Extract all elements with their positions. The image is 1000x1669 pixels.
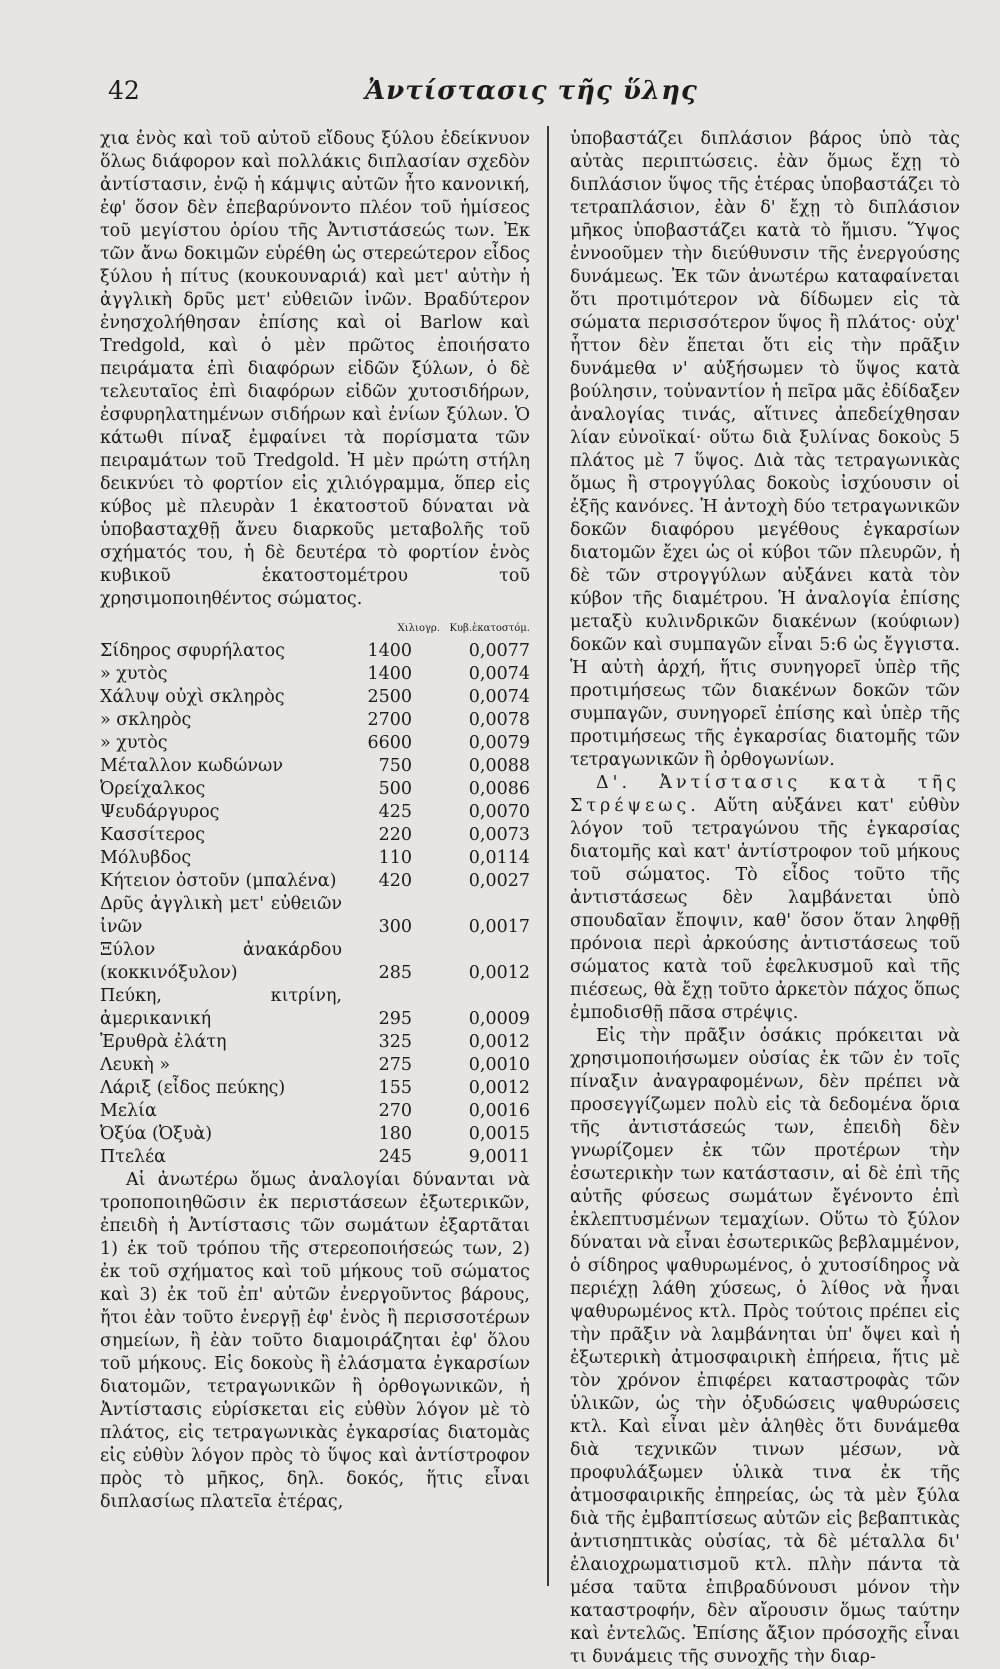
cell-cubic: 0,0077 bbox=[468, 641, 530, 661]
cell-kg: 295 bbox=[378, 1009, 412, 1029]
cell-material: » χυτὸς bbox=[100, 664, 168, 684]
table-row bbox=[100, 1146, 530, 1169]
table-row bbox=[100, 1054, 530, 1077]
table-header-row bbox=[100, 617, 530, 640]
cell-material: Λάριξ (εἶδος πεύκης) bbox=[100, 1078, 286, 1098]
table-row bbox=[100, 1031, 530, 1054]
cell-cubic: 0,0073 bbox=[468, 825, 530, 845]
cell-material: Πεύκη, κιτρίνη, ἀμερικανική bbox=[100, 986, 342, 1029]
cell-kg: 220 bbox=[378, 825, 412, 845]
table-row bbox=[100, 939, 530, 985]
cell-material: Μελία bbox=[100, 1101, 157, 1121]
cell-material: Λευκὴ » bbox=[100, 1055, 171, 1075]
cell-kg: 6600 bbox=[367, 733, 412, 753]
cell-material: Χάλυψ οὐχὶ σκληρὸς bbox=[100, 687, 285, 707]
cell-material: Μόλυβδος bbox=[100, 848, 192, 868]
cell-material: Ξύλον ἀνακάρδου (κοκκινόξυλον) bbox=[100, 940, 342, 983]
cell-kg: 275 bbox=[378, 1055, 412, 1075]
strength-table bbox=[100, 617, 530, 1169]
cell-material: Ἐρυθρὰ ἐλάτη bbox=[100, 1032, 227, 1052]
cell-kg: 325 bbox=[378, 1032, 412, 1052]
cell-cubic: 0,0012 bbox=[468, 1032, 530, 1052]
cell-cubic: 0,0012 bbox=[468, 963, 530, 983]
cell-cubic: 0,0027 bbox=[468, 871, 530, 891]
cell-kg: 285 bbox=[378, 963, 412, 983]
cell-cubic: 0,0114 bbox=[468, 848, 530, 868]
cell-kg: 245 bbox=[378, 1147, 412, 1167]
cell-kg: 180 bbox=[378, 1124, 412, 1144]
page-number: 42 bbox=[108, 76, 140, 105]
cell-cubic: 0,0078 bbox=[468, 710, 530, 730]
table-row bbox=[100, 1077, 530, 1100]
table-row bbox=[100, 778, 530, 801]
section-heading: Δ'. Ἀντίστασις κατὰ τῆς Στρέψεως. bbox=[570, 773, 960, 816]
cell-kg: 2500 bbox=[367, 687, 412, 707]
cell-material: » σκληρὸς bbox=[100, 710, 192, 730]
cell-cubic: 0,0088 bbox=[468, 756, 530, 776]
cell-kg: 2700 bbox=[367, 710, 412, 730]
column-divider bbox=[547, 126, 549, 1586]
table-row bbox=[100, 824, 530, 847]
cell-cubic: 9,0011 bbox=[468, 1147, 530, 1167]
table-row bbox=[100, 686, 530, 709]
table-row bbox=[100, 1100, 530, 1123]
cell-cubic: 0,0009 bbox=[468, 1009, 530, 1029]
cell-cubic: 0,0086 bbox=[468, 779, 530, 799]
cell-material: Κασσίτερος bbox=[100, 825, 206, 845]
left-paragraph-2: Αἱ ἀνωτέρω ὅμως ἀναλογίαι δύνανται νὰ τροποποιηθῶσιν ἐκ περιστάσεων ἐξωτερικῶν, ἐπειδὴ ἡ Ἀντίστασις τῶν σωμάτων ἐξαρτᾶται 1) ἐκ τοῦ τρόπου τῆς στερεοποιήσεώς των, 2) ἐκ τοῦ σχήματος καὶ τοῦ μήκους τοῦ σώματος καὶ 3) ἐκ τοῦ ἐπ' αὐτῶν ἐνεργοῦντος βάρους, ἤτοι ἐὰν τοῦτο ἐνεργῇ ἐφ' ἑνὸς ἢ περισσοτέρων σημείων, ἢ ἐὰν τοῦτο διαμοιράζηται ἐφ' ὅλου τοῦ μήκους. Εἰς δοκοὺς ἢ ἐλάσματα ἐγκαρσίων διατομῶν, τετραγωνικῶν ἢ ὀρθογωνικῶν, ἡ Ἀντίστασις εὑρίσκεται εἰς εὐθὺν λόγον μὲ τὸ πλάτος, εἰς τετραγωνικὰς ἐγκαρσίας διατομὰς εἰς εὐθὺν λόγον πρὸς τὸ ὕψος καὶ ἀντίστροφον πρὸς τὸ μῆκος, δηλ. δοκός, ἥτις εἶναι διπλασίως πλατεῖα ἑτέρας, bbox=[100, 1170, 530, 1512]
right-paragraph-1: ὑποβαστάζει διπλάσιον βάρος ὑπὸ τὰς αὐτὰς περιπτώσεις. ἐὰν ὅμως ἔχῃ τὸ διπλάσιον ὕψος τῆς ἑτέρας ὑποβαστάζει τὸ τετραπλάσιον, ἐὰν δ' ἔχῃ τὸ διπλάσιον μῆκος ὑποβαστάζει κατὰ τὸ ἥμισυ. Ὕψος ἐννοοῦμεν τὴν διεύθυνσιν τῆς ἐνεργούσης δυνάμεως. Ἐκ τῶν ἀνωτέρω καταφαίνεται ὅτι προτιμότερον νὰ δίδωμεν εἰς τὰ σώματα περισσότερον ὕψος ἢ πλάτος· οὐχ' ἧττον δὲν ἕπεται ὅτι εἰς τὴν πρᾶξιν δυνάμεθα ν' αὐξήσωμεν τὸ ὕψος κατὰ βούλησιν, τοὐναντίον ἡ πεῖρα μᾶς ἐδίδαξεν ἀναλογίας τινάς, αἵτινες ἀπεδείχθησαν λίαν εὐνοϊκαί· οὕτω διὰ ξυλίνας δοκοὺς 5 πλάτος μὲ 7 ὕψος. Διὰ τὰς τετραγωνικὰς ὅμως ἢ στρογγύλας δοκοὺς ἰσχύουσιν οἱ ἐξῆς κανόνες. Ἡ ἀντοχὴ δύο τετραγωνικῶν δοκῶν διαφόρου μεγέθους ἐγκαρσίων διατομῶν ἔχει ὡς οἱ κύβοι τῶν πλευρῶν, ἡ δὲ τῶν στρογγύλων αὐξάνει κατὰ τὸν κύβον τῆς διαμέτρου. Ἡ ἀναλογία ἐπίσης μεταξὺ κυλινδρικῶν διακένων (κούφιων) δοκῶν καὶ συμπαγῶν εἶναι 5:6 ὡς ἔγγιστα. Ἡ αὐτὴ ἀρχή, ἥτις συνηγορεῖ ὑπὲρ τῆς προτιμήσεως τῶν διακένων δοκῶν τῶν συμπαγῶν, συνηγορεῖ ἐπίσης καὶ ὑπὲρ τῆς προτιμήσεως τῆς ἐγκαρσίας διατομῆς τῶν τετραγωνικῶν ἢ ὀρθογωνίων. bbox=[570, 129, 960, 770]
table-row bbox=[100, 663, 530, 686]
table-header-cubic: Κυβ.ἑκατοστόμ. bbox=[449, 623, 530, 634]
cell-cubic: 0,0015 bbox=[468, 1124, 530, 1144]
cell-kg: 500 bbox=[378, 779, 412, 799]
table-header-kg: Χιλιογρ. bbox=[397, 623, 440, 634]
torsion-section bbox=[570, 772, 960, 1025]
cell-material: Κήτειον ὀστοῦν (μπαλένα) bbox=[100, 871, 337, 891]
table-row bbox=[100, 1123, 530, 1146]
cell-cubic: 0,0074 bbox=[468, 664, 530, 684]
left-paragraph-1: χια ἑνὸς καὶ τοῦ αὐτοῦ εἴδους ξύλου ἐδείκνυον ὅλως διάφορον καὶ πολλάκις διπλασίαν σχεδὸν ἀντίστασιν, ἐνῷ ἡ κάμψις αὐτῶν ἦτο κανονική, ἐφ' ὅσον δὲν ἐπεβαρύνοντο πλέον τοῦ ἡμίσεος τοῦ μεγίστου ὁρίου τῆς Ἀντιστάσεώς των. Ἐκ τῶν ἄνω δοκιμῶν εὑρέθη ὡς στερεώτερον εἶδος ξύλου ἡ πίτυς (κουκουναριά) καὶ μετ' αὐτὴν ἡ ἀγγλικὴ δρῦς μετ' εὐθειῶν ἰνῶν. Βραδύτερον ἐνησχολήθησαν ἐπίσης καὶ οἱ Barlow καὶ Tredgold, καὶ ὁ μὲν πρῶτος ἐποιήσατο πειράματα ἐπὶ διαφόρων εἰδῶν ξύλων, ὁ δὲ τελευταῖος ἐπὶ διαφόρων εἰδῶν χυτοσιδήρων, ἐσφυρηλατημένων σιδήρων καὶ ἐνίων ξύλων. Ὁ κάτωθι πίναξ ἐμφαίνει τὰ πορίσματα τῶν πειραμάτων τοῦ Tredgold. Ἡ μὲν πρώτη στήλη δεικνύει τὸ φορτίον εἰς χιλιόγραμμα, ὅπερ εἰς κύβος μὲ πλευρὰν 1 ἑκατοστοῦ δύναται νὰ ὑποβασταχθῇ ἄνευ διαρκοῦς μεταβολῆς τοῦ σχήματός του, ἡ δὲ δευτέρα τὸ φορτίον ἑνὸς κυβικοῦ ἑκατοστομέτρου τοῦ χρησιμοποιηθέντος σώματος. bbox=[100, 129, 530, 609]
cell-cubic: 0,0079 bbox=[468, 733, 530, 753]
table-row bbox=[100, 640, 530, 663]
table-row bbox=[100, 732, 530, 755]
table-body bbox=[100, 640, 530, 1169]
cell-material: Ὀξύα (Ὀξυὰ) bbox=[100, 1124, 213, 1144]
cell-material: » χυτὸς bbox=[100, 733, 168, 753]
cell-kg: 270 bbox=[378, 1101, 412, 1121]
cell-material: Δρῦς ἀγγλικὴ μετ' εὐθειῶν ἰνῶν bbox=[100, 894, 342, 937]
cell-cubic: 0,0010 bbox=[468, 1055, 530, 1075]
cell-cubic: 0,0012 bbox=[468, 1078, 530, 1098]
cell-kg: 300 bbox=[378, 917, 412, 937]
running-title: Ἀντίστασις τῆς ὕλης bbox=[365, 76, 698, 106]
cell-cubic: 0,0074 bbox=[468, 687, 530, 707]
cell-material: Πτελέα bbox=[100, 1147, 166, 1167]
table-header-material bbox=[100, 617, 342, 640]
right-column bbox=[570, 128, 960, 1669]
cell-cubic: 0,0070 bbox=[468, 802, 530, 822]
cell-kg: 1400 bbox=[367, 664, 412, 684]
right-paragraph-3: Εἰς τὴν πρᾶξιν ὁσάκις πρόκειται νὰ χρησιμοποιήσωμεν οὐσίας ἐκ τῶν ἐν τοῖς πίναξιν ἀναγραφομένων, δὲν πρέπει νὰ προσεγγίζωμεν πολὺ εἰς τὰ δεδομένα ὅρια τῆς ἀντιστάσεώς των, ἐπειδὴ δὲν γνωρίζομεν ἐκ τῶν προτέρων τὴν ἐσωτερικὴν των κατάστασιν, αἱ δὲ ἐπὶ τῆς αὐτῆς φύσεως σωμάτων ἔγένοντο ἐπὶ ἐκλεπτυσμένων τεμαχίων. Οὕτω τὸ ξύλον δύναται νὰ εἶναι ἐσωτερικῶς βεβλαμμένον, ὁ σίδηρος ψαθυρωμένος, ὁ χυτοσίδηρος νὰ περιέχῃ λάθη χύσεως, ὁ λίθος νὰ ἦναι ψαθυρωμένος κτλ. Πρὸς τούτοις πρέπει εἰς τὴν πρᾶξιν νὰ λαμβάνηται ὑπ' ὄψει καὶ ἡ ἐξωτερικὴ ἀτμοσφαιρικὴ ἐπήρεια, ἥτις μὲ τὸν χρόνον ἐπιφέρει καταστροφὰς τῶν ὑλικῶν, ὡς τὴν ὀξυδώσεις ψαθυρώσεις κτλ. Καὶ εἶναι μὲν ἀληθὲς ὅτι δυνάμεθα διὰ τεχνικῶν τινων μέσων, νὰ προφυλάξωμεν ὑλικὰ τινα ἐκ τῆς ἀτμοσφαιρικῆς ἐπηρείας, ὡς τὰ μὲν ξύλα διὰ τῆς ἐμβαπτίσεως αὐτῶν εἰς βεβαπτικὰς ἀντισηπτικὰς οὐσίας, τὰ δὲ μέταλλα δι' ἐλαιοχρωματισμοῦ κτλ. πλὴν πάντα τὰ μέσα ταῦτα ἐπιβραδύνουσι μόνον τὴν καταστροφήν, δὲν αἴρουσιν ὅμως ταύτην καὶ ἐντελῶς. Ἐπίσης ἄξιον πρόσοχῆς εἶναι τι δυνάμεις τῆς συνοχῆς τὴν διαρ- bbox=[570, 1026, 960, 1667]
cell-kg: 750 bbox=[378, 756, 412, 776]
table-row bbox=[100, 985, 530, 1031]
cell-kg: 420 bbox=[378, 871, 412, 891]
cell-material: Μέταλλον κωδώνων bbox=[100, 756, 283, 776]
table-row bbox=[100, 709, 530, 732]
cell-material: Ὀρείχαλκος bbox=[100, 779, 206, 799]
cell-cubic: 0,0017 bbox=[468, 917, 530, 937]
section-text: Αὕτη αὐξάνει κατ' εὐθὺν λόγον τοῦ τετραγώνου τῆς ἐγκαρσίας διατομῆς καὶ κατ' ἀντίστροφον τοῦ μήκους τοῦ σώματος. Τὸ εἶδος τοῦτο τῆς ἀντιστάσεως δὲν λαμβάνεται ὑπὸ σπουδαῖαν ἔποψιν, καθ' ὅσον ὅταν ληφθῇ πρόνοια περὶ ἀρκούσης ἀντιστάσεως τοῦ σώματος κατὰ τοῦ ἐφελκυσμοῦ καὶ τῆς πιέσεως, θὰ ἔχῃ τοῦτο ἀρκετὸν πάχος ὅπως ἐμποδισθῇ πᾶσα στρέψις. bbox=[570, 796, 960, 1023]
left-column bbox=[100, 128, 530, 1514]
table-row bbox=[100, 801, 530, 824]
table-row bbox=[100, 847, 530, 870]
table-row bbox=[100, 870, 530, 893]
cell-kg: 110 bbox=[378, 848, 412, 868]
cell-material: Ψευδάργυρος bbox=[100, 802, 220, 822]
cell-cubic: 0,0016 bbox=[468, 1101, 530, 1121]
cell-material: Σίδηρος σφυρήλατος bbox=[100, 641, 285, 661]
cell-kg: 155 bbox=[378, 1078, 412, 1098]
page-header bbox=[0, 68, 1000, 108]
table-row bbox=[100, 893, 530, 939]
cell-kg: 425 bbox=[378, 802, 412, 822]
cell-kg: 1400 bbox=[367, 641, 412, 661]
table-row bbox=[100, 755, 530, 778]
